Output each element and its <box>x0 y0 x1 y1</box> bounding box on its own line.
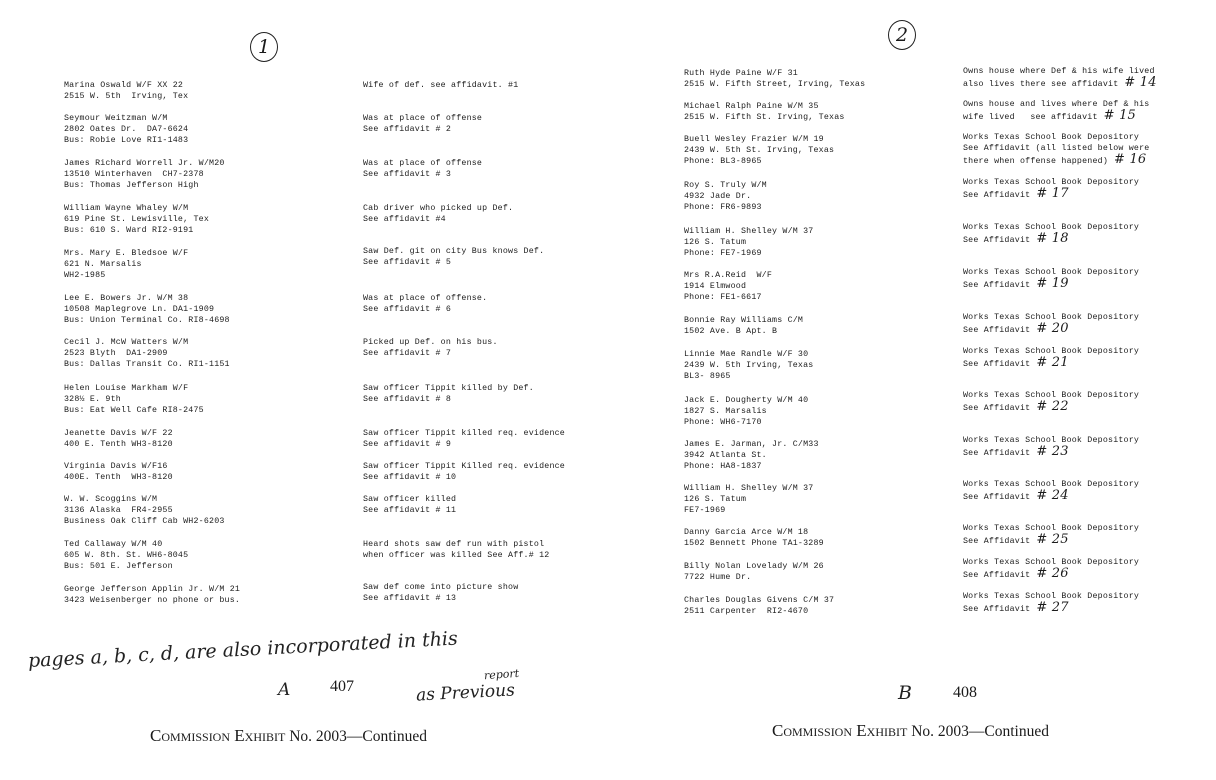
affidavit-note <box>363 383 534 405</box>
witness-entry-line: Bus: Dallas Transit Co. RI1-1151 <box>64 360 230 369</box>
affidavit-note <box>363 80 518 91</box>
affidavit-note <box>363 337 498 359</box>
witness-entry <box>684 134 834 167</box>
witness-entry <box>64 248 188 281</box>
handwritten-affidavit-number: # 25 <box>1036 532 1069 547</box>
handwritten-note-line2: as Previous <box>415 680 516 706</box>
handwritten-note-line1: pages a, b, c, d, are also incorporated in this <box>27 627 459 672</box>
witness-entry-line: 126 S. Tatum <box>684 495 747 504</box>
witness-entry-line: William H. Shelley W/M 37 <box>684 227 814 236</box>
witness-entry-line: Phone: FE7-1969 <box>684 249 762 258</box>
exhibit-caption <box>150 726 427 746</box>
affidavit-note-line: Heard shots saw def run with pistol <box>363 540 545 549</box>
witness-entry <box>64 539 188 572</box>
affidavit-note-line: See affidavit # 8 <box>363 395 452 404</box>
witness-entry-line: Bus: Robie Love RI1-1483 <box>64 136 189 145</box>
handwritten-affidavit-number: # 24 <box>1036 488 1069 503</box>
affidavit-note <box>963 312 1139 336</box>
witness-entry-line: Bus: 610 S. Ward RI2-9191 <box>64 226 194 235</box>
affidavit-note-line: when officer was killed See Aff.# 12 <box>363 551 550 560</box>
affidavit-note <box>363 293 487 315</box>
affidavit-note <box>363 428 565 450</box>
witness-entry-line: 3136 Alaska FR4-2955 <box>64 506 173 515</box>
affidavit-note <box>963 99 1149 123</box>
handwritten-note-report: report <box>483 666 520 683</box>
affidavit-note-line: Saw officer Tippit Killed req. evidence <box>363 462 565 471</box>
witness-entry <box>684 315 803 337</box>
handwritten-affidavit-number: # 23 <box>1036 444 1069 459</box>
witness-entry-line: 7722 Hume Dr. <box>684 573 752 582</box>
affidavit-note-line: See Affidavit # 22 <box>963 399 1069 414</box>
affidavit-note-line: Works Texas School Book Depository <box>963 347 1140 356</box>
affidavit-note <box>963 523 1139 547</box>
witness-entry-line: George Jefferson Applin Jr. W/M 21 <box>64 585 241 594</box>
witness-entry-line: Mrs R.A.Reid W/F <box>684 271 773 280</box>
witness-entry <box>64 203 209 236</box>
witness-entry-line: Cecil J. McW Watters W/M <box>64 338 189 347</box>
affidavit-note-line: Works Texas School Book Depository <box>963 313 1140 322</box>
affidavit-note-line: Works Texas School Book Depository <box>963 592 1140 601</box>
affidavit-note-line: See Affidavit # 24 <box>963 488 1069 503</box>
handwritten-affidavit-number: # 18 <box>1036 231 1069 246</box>
affidavit-note-line: See affidavit # 7 <box>363 349 452 358</box>
affidavit-note <box>963 66 1157 90</box>
affidavit-note <box>363 113 482 135</box>
witness-entry-line: Linnie Mae Randle W/F 30 <box>684 350 809 359</box>
witness-entry <box>684 595 834 617</box>
witness-entry-line: Roy S. Truly W/M <box>684 181 767 190</box>
handwritten-affidavit-number: # 14 <box>1124 75 1157 90</box>
affidavit-note-line: Works Texas School Book Depository <box>963 133 1140 142</box>
affidavit-note-line: See affidavit # 13 <box>363 594 457 603</box>
witness-entry <box>684 527 824 549</box>
affidavit-note <box>963 267 1139 291</box>
witness-entry-line: Bonnie Ray Williams C/M <box>684 316 804 325</box>
page-number: 408 <box>953 684 977 701</box>
witness-entry-line: BL3- 8965 <box>684 372 731 381</box>
witness-entry-line: Bus: Eat Well Cafe RI8-2475 <box>64 406 204 415</box>
affidavit-note <box>963 177 1139 201</box>
witness-entry-line: Mrs. Mary E. Bledsoe W/F <box>64 249 189 258</box>
witness-entry <box>684 68 865 90</box>
witness-entry-line: Seymour Weitzman W/M <box>64 114 168 123</box>
witness-entry <box>684 226 813 259</box>
caption-title: Commission Exhibit <box>772 721 908 740</box>
affidavit-note <box>963 435 1139 459</box>
page-number: 407 <box>330 678 354 695</box>
witness-entry-line: FE7-1969 <box>684 506 726 515</box>
affidavit-note <box>363 246 544 268</box>
witness-entry-line: Phone: BL3-8965 <box>684 157 762 166</box>
witness-entry-line: W. W. Scoggins W/M <box>64 495 158 504</box>
affidavit-note-line: See affidavit # 3 <box>363 170 452 179</box>
affidavit-note <box>963 390 1139 414</box>
affidavit-note <box>363 158 482 180</box>
caption-number: No. 2003—Continued <box>911 723 1049 740</box>
affidavit-note <box>963 346 1139 370</box>
affidavit-note-line: Works Texas School Book Depository <box>963 268 1140 277</box>
witness-entry-line: 126 S. Tatum <box>684 238 747 247</box>
handwritten-affidavit-number: # 17 <box>1036 186 1069 201</box>
witness-entry-line: James E. Jarman, Jr. C/M33 <box>684 440 819 449</box>
affidavit-note-line: See affidavit # 5 <box>363 258 452 267</box>
witness-entry-line: William H. Shelley W/M 37 <box>684 484 814 493</box>
witness-entry-line: Jack E. Dougherty W/M 40 <box>684 396 809 405</box>
witness-entry <box>64 584 240 606</box>
witness-entry-line: 1827 S. Marsalis <box>684 407 767 416</box>
affidavit-note-line: See affidavit # 6 <box>363 305 452 314</box>
handwritten-affidavit-number: # 19 <box>1036 276 1069 291</box>
witness-entry-line: Buell Wesley Frazier W/M 19 <box>684 135 824 144</box>
witness-entry-line: 1502 Ave. B Apt. B <box>684 327 778 336</box>
witness-entry-line: 3942 Atlanta St. <box>684 451 767 460</box>
affidavit-note-line: See Affidavit # 17 <box>963 186 1069 201</box>
witness-entry-line: 400 E. Tenth WH3-8120 <box>64 440 173 449</box>
witness-entry-line: 400E. Tenth WH3-8120 <box>64 473 173 482</box>
witness-entry-line: 2515 W. 5th Irving, Tex <box>64 92 189 101</box>
witness-entry-line: 2439 W. 5th St. Irving, Texas <box>684 146 835 155</box>
witness-entry <box>684 180 767 213</box>
affidavit-note <box>363 539 549 561</box>
witness-entry-line: Marina Oswald W/F XX 22 <box>64 81 184 90</box>
affidavit-note-line: Saw def come into picture show <box>363 583 519 592</box>
page-letter: A <box>278 680 291 700</box>
affidavit-note-line: See Affidavit # 19 <box>963 276 1069 291</box>
witness-entry-line: Ted Callaway W/M 40 <box>64 540 163 549</box>
affidavit-note-line: See Affidavit # 25 <box>963 532 1069 547</box>
affidavit-note-line: Wife of def. see affidavit. #1 <box>363 81 519 90</box>
handwritten-affidavit-number: # 27 <box>1036 600 1069 615</box>
handwritten-affidavit-number: # 22 <box>1036 399 1069 414</box>
witness-entry-line: 3423 Weisenberger no phone or bus. <box>64 596 241 605</box>
affidavit-note-line: See affidavit # 2 <box>363 125 452 134</box>
witness-entry-line: 2515 W. Fifth St. Irving, Texas <box>684 113 845 122</box>
witness-entry <box>64 494 225 527</box>
affidavit-note <box>363 494 456 516</box>
affidavit-note-line: See Affidavit # 20 <box>963 321 1069 336</box>
witness-entry-line: Phone: FE1-6617 <box>684 293 762 302</box>
affidavit-note <box>363 461 565 483</box>
witness-entry-line: Phone: HA8-1837 <box>684 462 762 471</box>
witness-entry-line: Phone: WH6-7170 <box>684 418 762 427</box>
affidavit-note-line: Works Texas School Book Depository <box>963 391 1140 400</box>
handwritten-affidavit-number: # 15 <box>1103 108 1137 123</box>
affidavit-note-line: Saw Def. git on city Bus knows Def. <box>363 247 545 256</box>
affidavit-note-line: also lives there see affidavit # 14 <box>963 75 1157 90</box>
caption-title: Commission Exhibit <box>150 726 286 745</box>
witness-entry-line: William Wayne Whaley W/M <box>64 204 189 213</box>
handwritten-affidavit-number: # 20 <box>1036 321 1069 336</box>
affidavit-note-line: See affidavit # 11 <box>363 506 457 515</box>
affidavit-note-line: Owns house and lives where Def & his <box>963 100 1150 109</box>
affidavit-note-line: See Affidavit # 21 <box>963 355 1069 370</box>
affidavit-note-line: See affidavit #4 <box>363 215 446 224</box>
affidavit-note-line: Was at place of offense <box>363 114 483 123</box>
witness-entry <box>64 337 230 370</box>
witness-entry-line: Ruth Hyde Paine W/F 31 <box>684 69 798 78</box>
witness-entry <box>684 349 813 382</box>
affidavit-note-line: Works Texas School Book Depository <box>963 558 1140 567</box>
affidavit-note-line: there when offense happened) # 16 <box>963 152 1147 167</box>
exhibit-caption <box>772 721 1049 741</box>
affidavit-note-line: Saw officer Tippit killed by Def. <box>363 384 534 393</box>
witness-entry <box>684 561 824 583</box>
witness-entry <box>684 101 845 123</box>
witness-entry-line: WH2-1985 <box>64 271 106 280</box>
witness-entry-line: Bus: Thomas Jefferson High <box>64 181 199 190</box>
witness-entry <box>64 80 188 102</box>
witness-entry <box>64 461 173 483</box>
affidavit-note-line: Works Texas School Book Depository <box>963 436 1140 445</box>
affidavit-note <box>363 582 518 604</box>
witness-entry-line: 328½ E. 9th <box>64 395 121 404</box>
witness-entry-line: Bus: 501 E. Jefferson <box>64 562 173 571</box>
witness-entry-line: Jeanette Davis W/F 22 <box>64 429 173 438</box>
witness-entry-line: Phone: FR6-9893 <box>684 203 762 212</box>
affidavit-note <box>363 203 513 225</box>
handwritten-affidavit-number: # 21 <box>1036 355 1069 370</box>
witness-entry <box>64 113 188 146</box>
handwritten-affidavit-number: # 16 <box>1114 152 1147 167</box>
witness-entry-line: 2523 Blyth DA1-2909 <box>64 349 168 358</box>
affidavit-note <box>963 591 1139 615</box>
witness-entry-line: Helen Louise Markham W/F <box>64 384 189 393</box>
affidavit-note-line: See Affidavit # 23 <box>963 444 1069 459</box>
affidavit-note-line: Works Texas School Book Depository <box>963 223 1140 232</box>
affidavit-note-line: See Affidavit # 18 <box>963 231 1069 246</box>
witness-entry-line: Danny Garcia Arce W/M 18 <box>684 528 809 537</box>
affidavit-note-line: Owns house where Def & his wife lived <box>963 67 1155 76</box>
affidavit-note-line: Saw officer Tippit killed req. evidence <box>363 429 565 438</box>
affidavit-note <box>963 132 1149 167</box>
page-letter: B <box>898 682 912 704</box>
witness-entry-line: Virginia Davis W/F16 <box>64 462 168 471</box>
handwritten-affidavit-number: # 26 <box>1036 566 1069 581</box>
right-page <box>608 0 1216 780</box>
witness-entry <box>684 483 813 516</box>
witness-entry <box>684 395 808 428</box>
witness-entry-line: James Richard Worrell Jr. W/M20 <box>64 159 225 168</box>
witness-entry-line: Charles Douglas Givens C/M 37 <box>684 596 835 605</box>
affidavit-note-line: wife lived see affidavit # 15 <box>963 108 1137 123</box>
affidavit-note <box>963 222 1139 246</box>
witness-entry-line: Lee E. Bowers Jr. W/M 38 <box>64 294 189 303</box>
affidavit-note-line: Works Texas School Book Depository <box>963 524 1140 533</box>
witness-entry-line: 4932 Jade Dr. <box>684 192 752 201</box>
witness-entry-line: 2439 W. 5th Irving, Texas <box>684 361 814 370</box>
witness-entry <box>64 383 204 416</box>
affidavit-note-line: See affidavit # 10 <box>363 473 457 482</box>
affidavit-note <box>963 479 1139 503</box>
witness-entry <box>64 293 230 326</box>
affidavit-note-line: Works Texas School Book Depository <box>963 178 1140 187</box>
witness-entry-line: 2511 Carpenter RI2-4670 <box>684 607 809 616</box>
affidavit-note-line: See Affidavit # 26 <box>963 566 1069 581</box>
witness-entry <box>64 428 173 450</box>
affidavit-note-line: Saw officer killed <box>363 495 457 504</box>
affidavit-note-line: Cab driver who picked up Def. <box>363 204 514 213</box>
witness-entry-line: 13510 Winterhaven CH7-2378 <box>64 170 204 179</box>
caption-number: No. 2003—Continued <box>289 728 427 745</box>
affidavit-note-line: See affidavit # 9 <box>363 440 452 449</box>
witness-entry-line: Bus: Union Terminal Co. RI8-4698 <box>64 316 230 325</box>
affidavit-note-line: Works Texas School Book Depository <box>963 480 1140 489</box>
witness-entry-line: 1914 Elmwood <box>684 282 747 291</box>
witness-entry-line: Business Oak Cliff Cab WH2-6203 <box>64 517 225 526</box>
circled-page-number: 1 <box>250 32 278 62</box>
witness-entry <box>684 270 772 303</box>
witness-entry-line: Billy Nolan Lovelady W/M 26 <box>684 562 824 571</box>
affidavit-note-line: See Affidavit # 27 <box>963 600 1069 615</box>
affidavit-note <box>963 557 1139 581</box>
affidavit-note-line: Was at place of offense <box>363 159 483 168</box>
affidavit-note-line: See Affidavit (all listed below were <box>963 144 1150 153</box>
witness-entry-line: 2802 Oates Dr. DA7-6624 <box>64 125 189 134</box>
circled-page-number: 2 <box>888 20 916 50</box>
witness-entry-line: Michael Ralph Paine W/M 35 <box>684 102 819 111</box>
witness-entry <box>684 439 819 472</box>
witness-entry <box>64 158 225 191</box>
witness-entry-line: 605 W. 8th. St. WH6-8045 <box>64 551 189 560</box>
witness-entry-line: 1502 Bennett Phone TA1-3289 <box>684 539 824 548</box>
witness-entry-line: 10508 Maplegrove Ln. DA1-1909 <box>64 305 215 314</box>
affidavit-note-line: Was at place of offense. <box>363 294 488 303</box>
witness-entry-line: 621 N. Marsalis <box>64 260 142 269</box>
affidavit-note-line: Picked up Def. on his bus. <box>363 338 498 347</box>
witness-entry-line: 2515 W. Fifth Street, Irving, Texas <box>684 80 866 89</box>
witness-entry-line: 619 Pine St. Lewisville, Tex <box>64 215 210 224</box>
